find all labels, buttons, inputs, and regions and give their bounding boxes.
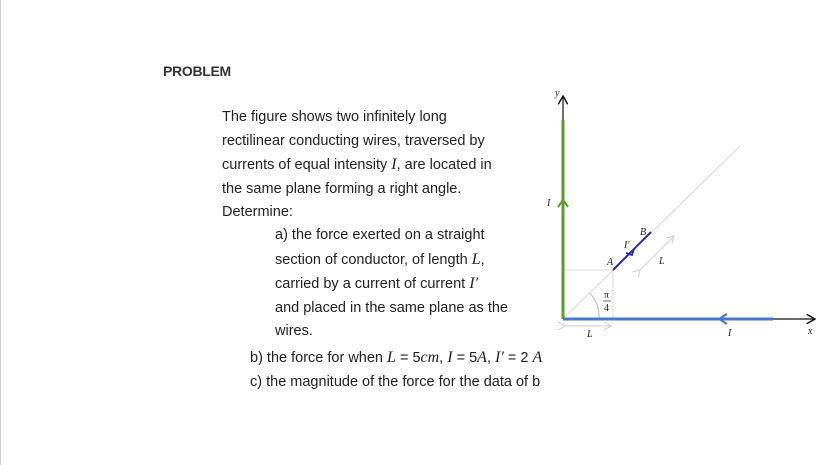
angle-arc bbox=[590, 293, 599, 319]
problem-title: PROBLEM bbox=[163, 63, 231, 79]
part-a: a) the force exerted on a straight section of conductor, of length L, carried by a current of current I′ and placed in the same plane as the wires. bbox=[275, 227, 508, 340]
label-b: B bbox=[640, 227, 647, 238]
angle-numerator: π bbox=[604, 290, 610, 301]
diagonal-guide bbox=[563, 146, 740, 319]
label-y: y bbox=[555, 88, 560, 99]
label-x: x bbox=[808, 326, 813, 337]
part-c: c) the magnitude of the force for the data of b bbox=[250, 374, 541, 390]
label-l-segment: L bbox=[659, 256, 665, 267]
label-a: A bbox=[607, 257, 614, 268]
label-i-horizontal: I bbox=[728, 328, 732, 339]
length-arrow-segment bbox=[640, 236, 674, 270]
part-b: b) the force for when L = 5cm, I = 5A, I′ = 2 A bbox=[250, 349, 543, 366]
label-i-prime: I′ bbox=[624, 240, 630, 251]
label-l-base: L bbox=[587, 329, 593, 340]
angle-denominator: 4 bbox=[604, 303, 609, 314]
problem-statement: The figure shows two infinitely long rectilinear conducting wires, traversed by currents of equal intensity I, are located in the same plane forming a right angle. Determine: bbox=[222, 109, 492, 221]
label-i-vertical: I bbox=[547, 198, 551, 209]
